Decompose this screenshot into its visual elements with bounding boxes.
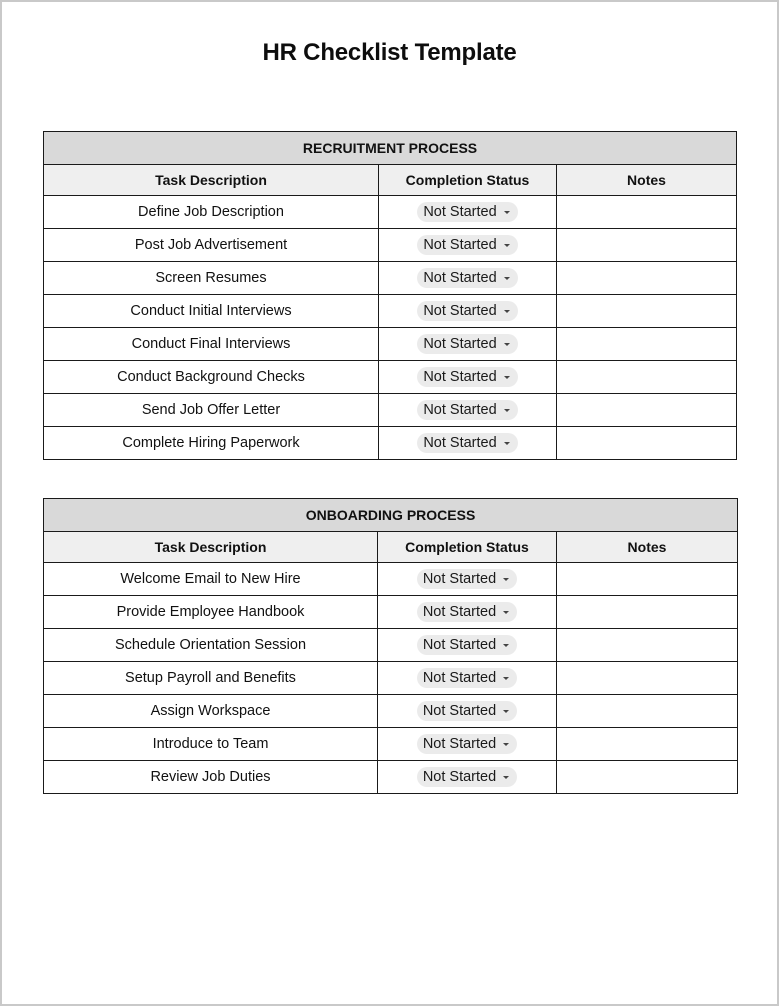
table-row [44,328,737,361]
caret-down-icon [503,578,509,581]
task-description: Screen Resumes [44,262,379,295]
status-dropdown[interactable] [417,433,517,453]
task-description: Provide Employee Handbook [44,596,378,629]
notes-cell[interactable] [557,295,737,328]
task-description: Conduct Background Checks [44,361,379,394]
notes-cell[interactable] [557,761,738,794]
caret-down-icon [503,677,509,680]
status-label: Not Started [422,703,497,719]
column-header-task: Task Description [44,165,379,196]
status-label: Not Started [423,336,497,352]
notes-cell[interactable] [557,728,738,761]
status-dropdown[interactable] [417,334,517,354]
status-cell [379,262,557,295]
table-row [44,629,738,662]
status-cell [379,328,557,361]
section-heading: ONBOARDING PROCESS [44,499,738,532]
status-cell [378,761,557,794]
status-cell [378,695,557,728]
notes-cell[interactable] [557,629,738,662]
table-row [44,563,738,596]
page-title: HR Checklist Template [262,39,517,66]
caret-down-icon [503,710,509,713]
status-dropdown[interactable] [417,569,517,589]
status-cell [379,295,557,328]
status-dropdown[interactable] [417,635,517,655]
task-description: Welcome Email to New Hire [44,563,378,596]
task-description: Conduct Final Interviews [44,328,379,361]
status-label: Not Started [422,670,497,686]
status-label: Not Started [422,604,497,620]
status-label: Not Started [422,571,497,587]
table-row [44,695,738,728]
notes-cell[interactable] [557,427,737,460]
notes-cell[interactable] [557,695,738,728]
caret-down-icon [504,409,510,412]
table-row [44,229,737,262]
notes-cell[interactable] [557,262,737,295]
caret-down-icon [503,743,509,746]
task-description: Send Job Offer Letter [44,394,379,427]
table-row [44,262,737,295]
recruitment-table [43,131,737,460]
status-dropdown[interactable] [417,367,517,387]
status-label: Not Started [422,769,497,785]
table-row [44,761,738,794]
status-dropdown[interactable] [417,268,517,288]
task-description: Post Job Advertisement [44,229,379,262]
task-description: Define Job Description [44,196,379,229]
status-label: Not Started [423,402,497,418]
status-label: Not Started [422,736,497,752]
status-label: Not Started [423,204,497,220]
caret-down-icon [504,244,510,247]
notes-cell[interactable] [557,229,737,262]
status-cell [379,361,557,394]
status-cell [379,196,557,229]
table-row [44,662,738,695]
caret-down-icon [504,211,510,214]
status-dropdown[interactable] [417,734,517,754]
column-header-notes: Notes [557,532,738,563]
notes-cell[interactable] [557,662,738,695]
task-description: Assign Workspace [44,695,378,728]
table-row [44,196,737,229]
notes-cell[interactable] [557,328,737,361]
table-row [44,361,737,394]
status-dropdown[interactable] [417,668,517,688]
caret-down-icon [504,376,510,379]
caret-down-icon [503,644,509,647]
caret-down-icon [503,611,509,614]
status-dropdown[interactable] [417,202,517,222]
column-header-notes: Notes [557,165,737,196]
column-header-task: Task Description [44,532,378,563]
table-row [44,394,737,427]
onboarding-table [43,498,738,794]
table-row [44,596,738,629]
status-label: Not Started [423,435,497,451]
task-description: Introduce to Team [44,728,378,761]
status-dropdown[interactable] [417,235,517,255]
status-cell [378,596,557,629]
status-cell [378,728,557,761]
status-label: Not Started [423,237,497,253]
column-header-status: Completion Status [378,532,557,563]
caret-down-icon [504,310,510,313]
status-cell [379,427,557,460]
notes-cell[interactable] [557,361,737,394]
table-row [44,295,737,328]
status-dropdown[interactable] [417,400,517,420]
status-cell [378,662,557,695]
status-label: Not Started [423,369,497,385]
status-label: Not Started [423,270,497,286]
status-cell [379,229,557,262]
column-header-status: Completion Status [379,165,557,196]
caret-down-icon [504,343,510,346]
table-row [44,427,737,460]
notes-cell[interactable] [557,196,737,229]
caret-down-icon [503,776,509,779]
status-dropdown[interactable] [417,602,517,622]
task-description: Setup Payroll and Benefits [44,662,378,695]
status-cell [379,394,557,427]
task-description: Schedule Orientation Session [44,629,378,662]
status-label: Not Started [423,303,497,319]
status-cell [378,629,557,662]
notes-cell[interactable] [557,596,738,629]
notes-cell[interactable] [557,394,737,427]
status-dropdown[interactable] [417,701,517,721]
task-description: Complete Hiring Paperwork [44,427,379,460]
notes-cell[interactable] [557,563,738,596]
caret-down-icon [504,277,510,280]
task-description: Conduct Initial Interviews [44,295,379,328]
status-dropdown[interactable] [417,301,517,321]
status-cell [378,563,557,596]
caret-down-icon [504,442,510,445]
section-heading: RECRUITMENT PROCESS [44,132,737,165]
task-description: Review Job Duties [44,761,378,794]
status-label: Not Started [422,637,497,653]
status-dropdown[interactable] [417,767,517,787]
table-row [44,728,738,761]
